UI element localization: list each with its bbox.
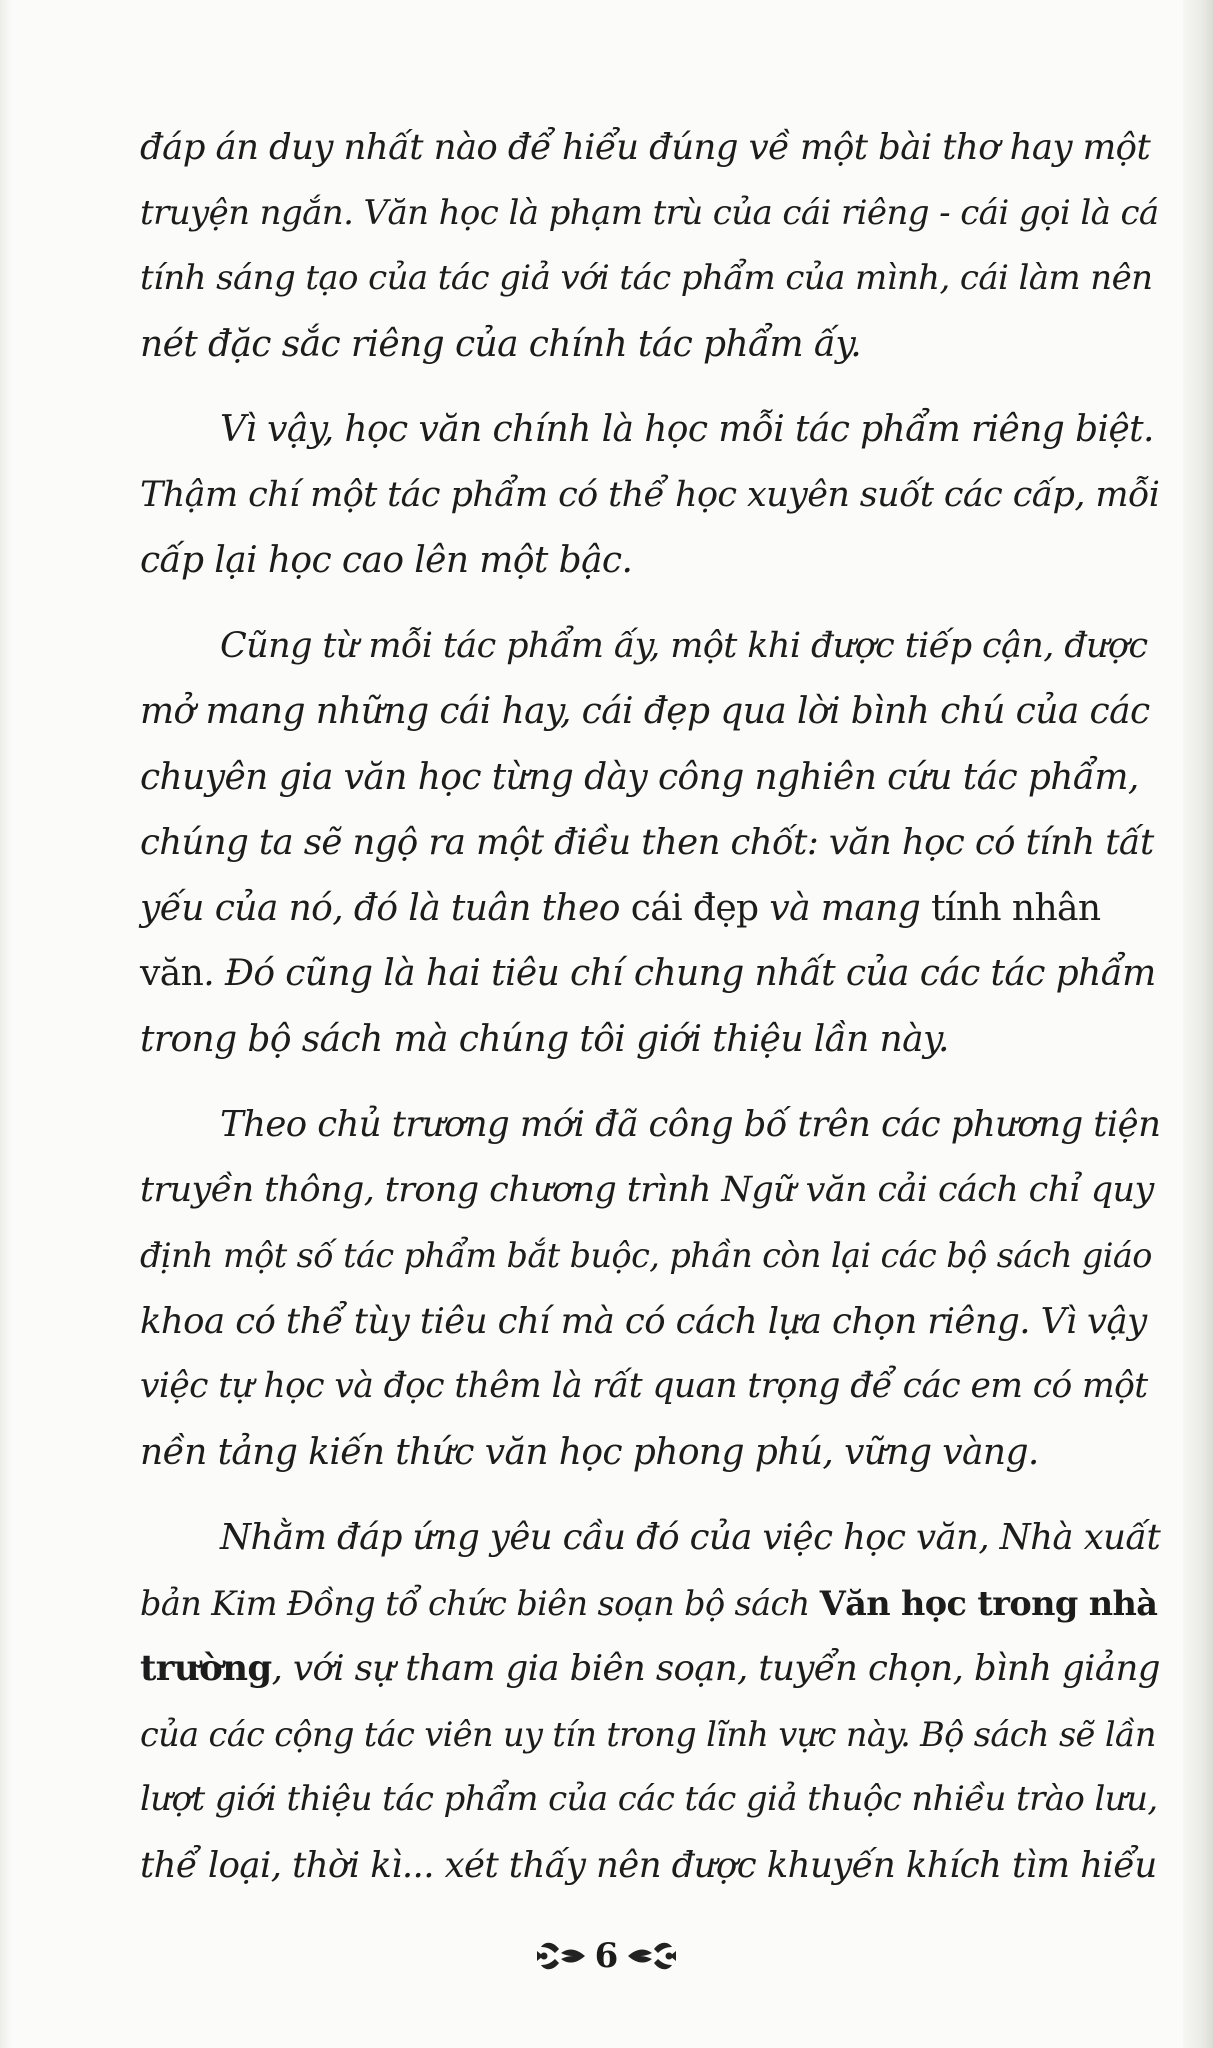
text-line — [140, 181, 1160, 247]
text-run: truyền thông, trong chương trình Ngữ văn cải cách chỉ quy — [140, 1169, 1154, 1210]
text-line — [140, 1420, 1160, 1486]
text-run: nét đặc sắc riêng của chính tác phẩm ấy. — [140, 323, 862, 365]
text-run: Theo chủ trương mới đã công bố trên các phương tiện — [220, 1104, 1161, 1145]
paragraph-gap — [140, 377, 1160, 397]
floral-ornament-left-icon — [535, 1939, 587, 1973]
paragraph-gap — [140, 1485, 1160, 1505]
text-line — [140, 1007, 1160, 1073]
text-line — [140, 1289, 1160, 1355]
text-line — [140, 1767, 1160, 1833]
paragraph — [140, 1092, 1160, 1485]
text-run: mở mang những cái hay, cái đẹp qua lời bình chú của các — [140, 691, 1150, 732]
text-run: cấp lại học cao lên một bậc. — [140, 540, 633, 581]
text-line — [140, 1636, 1160, 1702]
paragraph — [140, 397, 1160, 594]
book-page-text — [140, 115, 1160, 1898]
text-line — [140, 397, 1160, 463]
page-number: 6 — [594, 1936, 619, 1976]
text-line — [140, 1223, 1160, 1289]
text-line — [140, 679, 1160, 745]
page-left-edge — [0, 0, 12, 2048]
text-run: tính nhân — [931, 887, 1101, 929]
text-run: tính sáng tạo của tác giả với tác phẩm của mình, cái làm nên — [140, 258, 1153, 298]
text-line — [140, 115, 1160, 181]
text-line — [140, 1571, 1160, 1637]
text-run: và mang — [758, 887, 932, 929]
text-run: nền tảng kiến thức văn học phong phú, vững vàng. — [140, 1431, 1039, 1473]
text-run: yếu của nó, đó là tuân theo — [140, 887, 631, 929]
text-run: trường — [140, 1648, 272, 1689]
text-run: của các cộng tác viên uy tín trong lĩnh vực này. Bộ sách sẽ lần — [140, 1714, 1156, 1754]
text-run: định một số tác phẩm bắt buộc, phần còn lại các bộ sách giáo — [140, 1236, 1152, 1275]
text-line — [140, 1158, 1160, 1224]
text-line — [140, 1354, 1160, 1420]
floral-ornament-right-icon — [626, 1939, 678, 1973]
text-run: truyện ngắn. Văn học là phạm trù của cái riêng - cái gọi là cá — [140, 192, 1159, 233]
paragraph-gap — [140, 1072, 1160, 1092]
paragraph — [140, 614, 1160, 1073]
text-line — [140, 312, 1160, 378]
text-run: việc tự học và đọc thêm là rất quan trọng để các em có một — [140, 1366, 1148, 1406]
text-run: Nhằm đáp ứng yêu cầu đó của việc học văn, Nhà xuất — [220, 1517, 1161, 1558]
text-line — [140, 941, 1160, 1007]
text-run: văn — [140, 953, 204, 994]
paragraph — [140, 1505, 1160, 1898]
paragraph — [140, 115, 1160, 377]
page-footer — [0, 1936, 1213, 1976]
text-run: chúng ta sẽ ngộ ra một điều then chốt: văn học có tính tất — [140, 822, 1154, 863]
text-run: . Đó cũng là hai tiêu chí chung nhất của các tác phẩm — [203, 953, 1156, 994]
text-run: đáp án duy nhất nào để hiểu đúng về một bài thơ hay một — [140, 127, 1151, 168]
text-run: Cũng từ mỗi tác phẩm ấy, một khi được tiếp cận, được — [220, 625, 1148, 666]
text-line — [140, 1092, 1160, 1158]
text-line — [140, 246, 1160, 312]
text-run: Thậm chí một tác phẩm có thể học xuyên suốt các cấp, mỗi — [140, 474, 1160, 515]
text-line — [140, 876, 1160, 942]
text-run: , với sự tham gia biên soạn, tuyển chọn, bình giảng — [271, 1648, 1160, 1689]
paragraph-gap — [140, 594, 1160, 614]
text-line — [140, 1505, 1160, 1571]
text-run: trong bộ sách mà chúng tôi giới thiệu lần này. — [140, 1018, 949, 1060]
text-run: Vì vậy, học văn chính là học mỗi tác phẩm riêng biệt. — [220, 409, 1154, 450]
text-line — [140, 463, 1160, 529]
text-line — [140, 614, 1160, 680]
text-run: thể loại, thời kì... xét thấy nên được khuyến khích tìm hiểu — [140, 1844, 1157, 1886]
text-run: khoa có thể tùy tiêu chí mà có cách lựa chọn riêng. Vì vậy — [140, 1300, 1147, 1342]
text-run: lượt giới thiệu tác phẩm của các tác giả thuộc nhiều trào lưu, — [140, 1779, 1158, 1819]
text-line — [140, 1702, 1160, 1768]
text-line — [140, 528, 1160, 594]
text-run: chuyên gia văn học từng dày công nghiên cứu tác phẩm, — [140, 756, 1139, 798]
text-line — [140, 810, 1160, 876]
text-run: bản Kim Đồng tổ chức biên soạn bộ sách — [140, 1583, 820, 1623]
text-line — [140, 745, 1160, 811]
text-run: Văn học trong nhà — [819, 1583, 1158, 1623]
text-line — [140, 1833, 1160, 1899]
page-right-edge — [1183, 0, 1213, 2048]
text-run: cái đẹp — [630, 887, 759, 929]
